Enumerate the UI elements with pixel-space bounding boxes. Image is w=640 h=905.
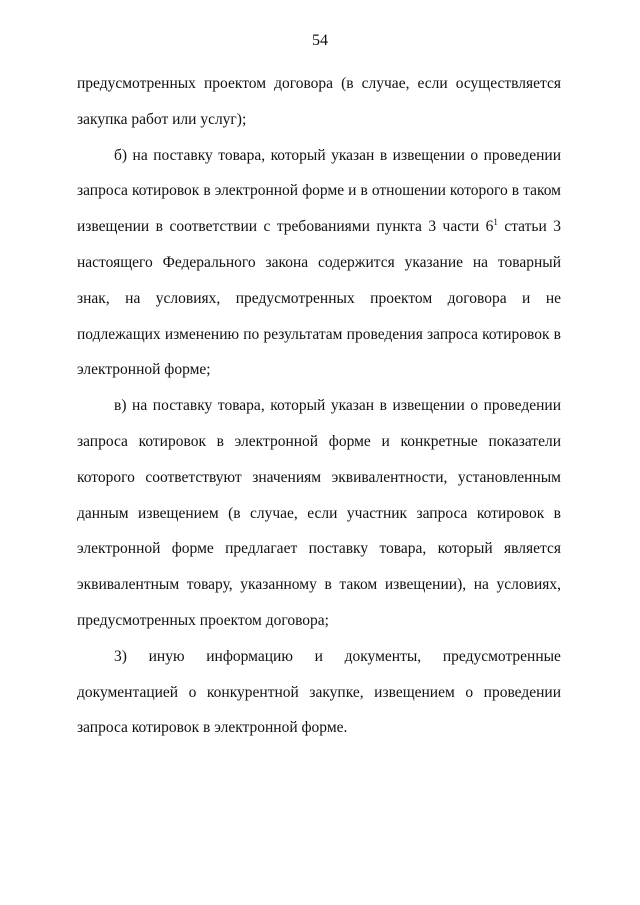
item-3-first-line — [77, 639, 561, 675]
paragraph-item-b-text-start: б) на поставку товара, который указан в извещении о проведении запроса котировок в электронной форме и в отношении которого в таком извещении в соответствии с требованиями пункта 3 части 6 — [77, 146, 561, 236]
item-3 — [77, 639, 561, 746]
superscript-index: 1 — [493, 217, 498, 228]
paragraph-item-v: в) на поставку товара, который указан в извещении о проведении запроса котировок в электронной форме и конкретные показатели которого соответствуют значениям эквивалентности, установленным данным извещением (в случае, если участник запроса котировок в электронной форме предлагает поставку товара, который является эквивалентным товару, указанному в таком извещении), на условиях, предусмотренных проектом договора; — [77, 397, 561, 629]
paragraph-item-b-text-end: статьи 3 настоящего Федерального закона содержится указание на товарный знак, на условиях, предусмотренных проектом договора и не подлежащих изменению по результатам проведения запроса котировок в электронной форме; — [77, 218, 561, 379]
item-3-continuation: документацией о конкурентной закупке, извещением о проведении запроса котировок в электронной форме. — [77, 683, 561, 737]
item-3-word: 3) — [114, 647, 127, 665]
document-body — [77, 66, 561, 746]
item-3-word: и — [314, 647, 323, 665]
item-3-word: иную — [148, 647, 185, 665]
page-number: 54 — [312, 32, 328, 49]
paragraph-continuation: предусмотренных проектом договора (в случае, если осуществляется закупка работ или услуг); — [77, 75, 561, 128]
item-3-word: предусмотренные — [442, 647, 561, 665]
paragraph-item-b — [77, 138, 561, 389]
item-3-word: информацию — [206, 647, 293, 665]
item-3-word: документы, — [344, 647, 422, 665]
